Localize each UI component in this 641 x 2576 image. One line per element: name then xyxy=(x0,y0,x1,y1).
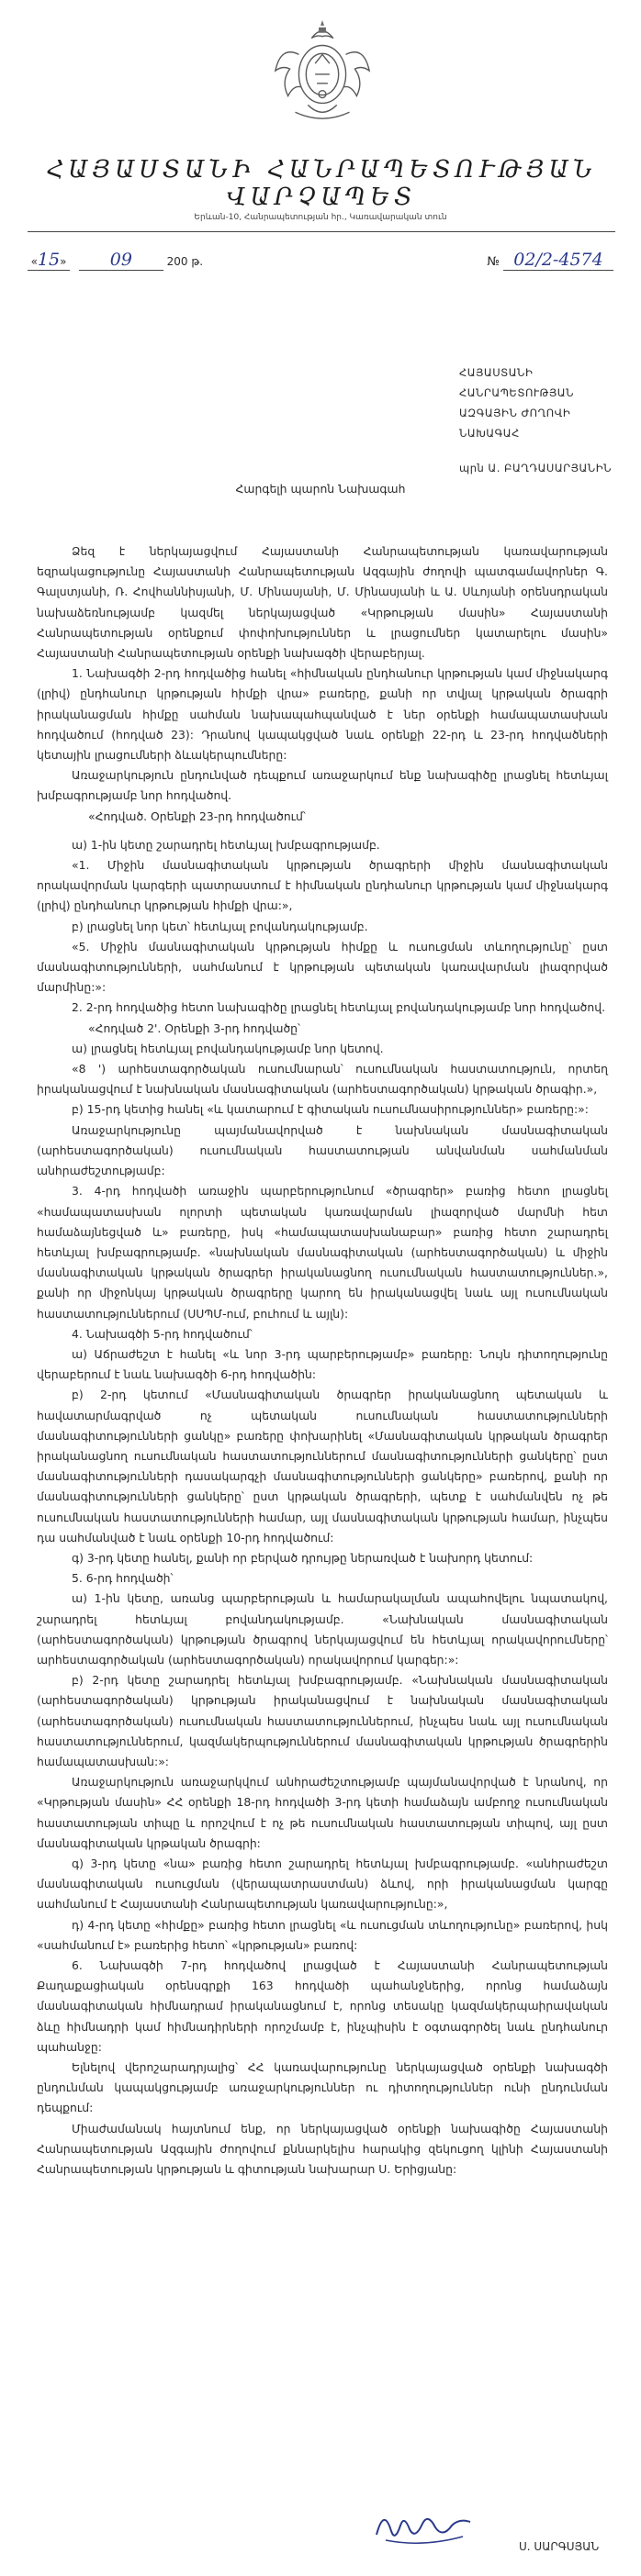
paragraph: բ) 2-րդ կետում «Մասնագիտական ծրագրեր իրականացնող պետական և հավատարմագրված ոչ պետական ուսումնական հաստատությունների մասնագիտությունների ցանկը» բառերը փոխարինել «Մասնագիտական կրթական ծրագրեր իրականացնող ուսումնական հաստատություններում մասնագիտությունների ցանկերը՝ ըստ մասնագիտությունների դասակարգչի մասնագիտությունների ցանկերը» բառերով, քանի որ մասնագիտությունների ցանկերը՝ ըստ կրթական ծրագրերի, պետք է սահմանվեն ոչ թե ուսումնական հաստատությունների համար, այլ մասնագիտական կրթության համար, ինչպես դա սահմանված է նաև օրենքի 10-րդ հոդվածում: xyxy=(37,1388,608,1544)
signatory-name: Ս. ՍԱՐԳՍՅԱՆ xyxy=(519,2540,600,2553)
paragraph: գ) 3-րդ կետը հանել, քանի որ բերված դրույթը ներառված է նախորդ կետում: xyxy=(72,1550,534,1565)
letter-number xyxy=(487,250,613,271)
addressee-block xyxy=(459,362,634,478)
paragraph: «8 ') արհեստագործական ուսումնարան՝ ուսումնական հաստատություն, որտեղ իրականացվում է նախնական մասնագիտական (արհեստագործական) կրթական ծրագիր.», xyxy=(37,1062,608,1097)
paragraph: «Հոդված. Օրենքի 23-րդ հոդվածում՝ xyxy=(88,808,306,823)
paragraph: 4. Նախագծի 5-րդ հոդվածում՝ xyxy=(72,1326,253,1341)
paragraph: բ) 15-րդ կետից հանել «և կատարում է գիտական ուսումնասիրություններ» բառերը:»: xyxy=(72,1102,589,1117)
paragraph: գ) 3-րդ կետը «նա» բառից հետո շարադրել հետևյալ խմբագրությամբ. «անհրաժեշտ մասնագիտական ուսուցման (վերապատրաստման) ձևով, որի իրականացման կարգը սահմանում է Հայաստանի Հանրապետության կառավարությունը:», xyxy=(37,1857,608,1912)
letterhead-title: ՀԱՅԱՍՏԱՆԻ ՀԱՆՐԱՊԵՏՈՒԹՅԱՆ ՎԱՐՉԱՊԵՏ xyxy=(46,156,597,211)
paragraph: 1. Նախագծի 2-րդ հոդվածից հանել «հիմնական ընդհանուր կրթության կամ միջնակարգ (լրիվ) ընդհանուր կրթության հիմքի վրա» բառերը, քանի որ տվյալ կրթական ծրագրի իրականացման հիմքը սահման նախապահպանված է ներ օրենքի համապատասխան հոդվածում (հոդված 23): Դրանով կապակցված նաև օրենքի 22-րդ և 23-րդ հոդվածների կետային լրացումների ձևակերպումները: xyxy=(37,666,608,763)
salutation: Հարգելի պարոն Նախագահ xyxy=(235,482,406,496)
date-month: 09 xyxy=(109,250,132,270)
addressee-name: պրն Ա. ԲԱՂԴԱՍԱՐՅԱՆԻՆ xyxy=(459,462,613,474)
paragraph: «1. Միջին մասնագիտական կրթության ծրագրերի միջին մասնագիտական որակավորման կարգերի պատրաստում է հիմնական ընդհանուր կրթության կամ միջնակարգ (լրիվ) ընդհանուր կրթության հիմքի վրա:», xyxy=(37,858,608,913)
paragraph: 6. Նախագծի 7-րդ հոդվածով լրացված է Հայաստանի Հանրապետության Քաղաքացիական օրենսգրքի 163 հոդվածի պահանջներից, որոնց համաձայն մասնագիտական հիմնադրամ իրականացնում է, որոնց տեսակը կազմակերպաիրավական ձևը հիմնադրի կամ հիմնադիրների որոշմամբ է, ինչպիսին է օգտագործել նաև ընդհանուր պահանջը: xyxy=(37,1958,608,2054)
number-prefix: № xyxy=(487,255,500,269)
paragraph: բ) լրացնել նոր կետ՝ հետևյալ բովանդակությամբ. xyxy=(72,919,368,933)
paragraph: ա) 1-ին կետը շարադրել հետևյալ խմբագրությամբ. xyxy=(72,837,380,852)
paragraph: Առաջարկությունը պայմանավորված է նախնական մասնագիտական (արհեստագործական) ուսումնական հաստատության անվանման սահմանման անհրաժեշտությամբ: xyxy=(37,1122,608,1178)
paragraph: 5. 6-րդ հոդվածի՝ xyxy=(72,1571,174,1586)
paragraph: Ձեզ է ներկայացվում Հայաստանի Հանրապետության կառավարության եզրակացությունը Հայաստանի Հանրապետության Ազգային ժողովի պատգամավորներ Գ. Գալստյանի, Ռ. Հովհաննիսյանի, Մ. Մինասյանի, Մ. Մինասյանի և Ա. Սևոյանի օրենսդրական նախաձեռնությամբ կազմել ներկայացված «Կրթության մասին» Հայաստանի Հանրապետության օրենքում փոփոխություններ և լրացումներ կատարելու մասին» Հայաստանի Հանրապետության օրենքի նախագծի վերաբերյալ. xyxy=(37,544,608,661)
addressee-line1: ՀԱՅԱՍՏԱՆԻ ՀԱՆՐԱՊԵՏՈՒԹՅԱՆ xyxy=(459,366,574,399)
letter-body xyxy=(37,541,608,2180)
paragraph: բ) 2-րդ կետը շարադրել հետևյալ խմբագրությամբ. «Նախնական մասնագիտական (արհեստագործական) կրթության իրականացվում է նախնական մասնագիտական (արհեստագործական) ուսումնական հաստատություններում, ինչպես նաև այլ ուսումնական հաստատություններում, կազմակերպություններում մասնագիտական կրթության ծրագրերին համապատասխան:»: xyxy=(37,1673,608,1768)
paragraph: ա) Աճրաժեշտ է հանել «և նոր 3-րդ պարբերությամբ» բառերը: Նույն դիտողությունը վերաբերում է նաև նախագծի 6-րդ հոդվածին: xyxy=(37,1346,608,1382)
paragraph: «Հոդված 2'. Օրենքի 3-րդ հոդվածը՝ xyxy=(88,1020,300,1035)
paragraph: 3. 4-րդ հոդվածի առաջին պարբերությունում «ծրագրեր» բառից հետո լրացնել «համապատասխան ոլորտի պետական կառավարման լիազորված մարմնի հետ համաձայնեցված և» բառերը, իսկ «համապատասխանաբար» բառից հետո շարադրել հետևյալ խմբագրությամբ. «նախնական մասնագիտական (արհեստագործական) և միջին մասնագիտական կրթական ծրագրեր իրականացնող ուսումնական հաստատություններ.», քանի որ միջոնկայ կրթական ծրագրերը կարող են իրականացվել նաև այլ ուսումնական հաստատություններում (ՍՍՊՄ-ում, բուհում և այլն): xyxy=(37,1184,608,1321)
date-year: 200 թ. xyxy=(166,255,204,268)
paragraph: ա) 1-ին կետը, առանց պարբերության և համարակալման ապահովելու նպատակով, շարադրել հետևյալ բովանդակությամբ. «Նախնական մասնագիտական (արհեստագործական) կրթության ծրագրով ներկայացվում են հետևյալ որակավորումները՝ արհեստագործական (արհեստագործական) որակավորում կարգեր:»: xyxy=(37,1591,608,1667)
coat-of-arms-icon xyxy=(268,18,377,127)
paragraph: Ելնելով վերոշարադրյալից՝ ՀՀ կառավարությունը ներկայացված օրենքի նախագծի ընդունման կապակցությամբ առաջարկություններ ու դիտողություններ ունի ընդունման դեպքում: xyxy=(37,2060,608,2115)
addressee-line2: ԱԶԳԱՅԻՆ ԺՈՂՈՎԻ ՆԱԽԱԳԱՀ xyxy=(459,407,571,440)
paragraph: Առաջարկություն ընդունված դեպքում առաջարկում ենք նախագիծը լրացնել հետևյալ խմբագրությամբ նոր հոդվածով. xyxy=(37,768,608,803)
letterhead-divider xyxy=(28,231,615,232)
signature-mark-icon xyxy=(367,2498,478,2553)
date-day: 15 xyxy=(37,250,61,270)
letter-date: «15» 09 200 թ. xyxy=(28,250,203,271)
paragraph: Առաջարկություն առաջարկվում անհրաժեշտությամբ պայմանավորված է նրանով, որ «Կրթության մասին» ՀՀ օրենքի 18-րդ հոդվածի 3-րդ կետի համաձայն ամբողջ ուսումնական հաստատության տիպը և որոշվում է ոչ թե ուսումնական հաստատության տիպով, այլ ըստ մասնագիտական կրթական ծրագրի: xyxy=(37,1775,608,1850)
paragraph: դ) 4-րդ կետը «հիմքը» բառից հետո լրացնել «և ուսուցման տևողությունը» բառերով, իսկ «սահմանում է» բառերից հետո՝ «կրթության» բառով: xyxy=(37,1917,608,1952)
paragraph: «5. Միջին մասնագիտական կրթության հիմքը և ուսուցման տևողությունը՝ ըստ մասնագիտությունների, սահմանում է կրթության պետական կառավարման լիազորված մարմինը:»: xyxy=(37,939,608,995)
paragraph: 2. 2-րդ հոդվածից հետո նախագիծը լրացնել հետևյալ բովանդակությամբ նոր հոդվածով. xyxy=(72,1000,606,1015)
paragraph: ա) լրացնել հետևյալ բովանդակությամբ նոր կետով. xyxy=(72,1041,384,1055)
paragraph: Միաժամանակ հայտնում ենք, որ ներկայացված օրենքի նախագիծը Հայաստանի Հանրապետության Ազգային ժողովում քննարկելիս հարակից զեկուցող կլինի Հայաստանի Հանրապետության կրթության և գիտության նախարար Ս. Երիցյանը: xyxy=(37,2121,608,2177)
number-value: 02/2-4574 xyxy=(513,250,603,270)
letterhead-address: Երևան-10, Հանրապետության հր., Կառավարական տուն xyxy=(194,213,447,222)
